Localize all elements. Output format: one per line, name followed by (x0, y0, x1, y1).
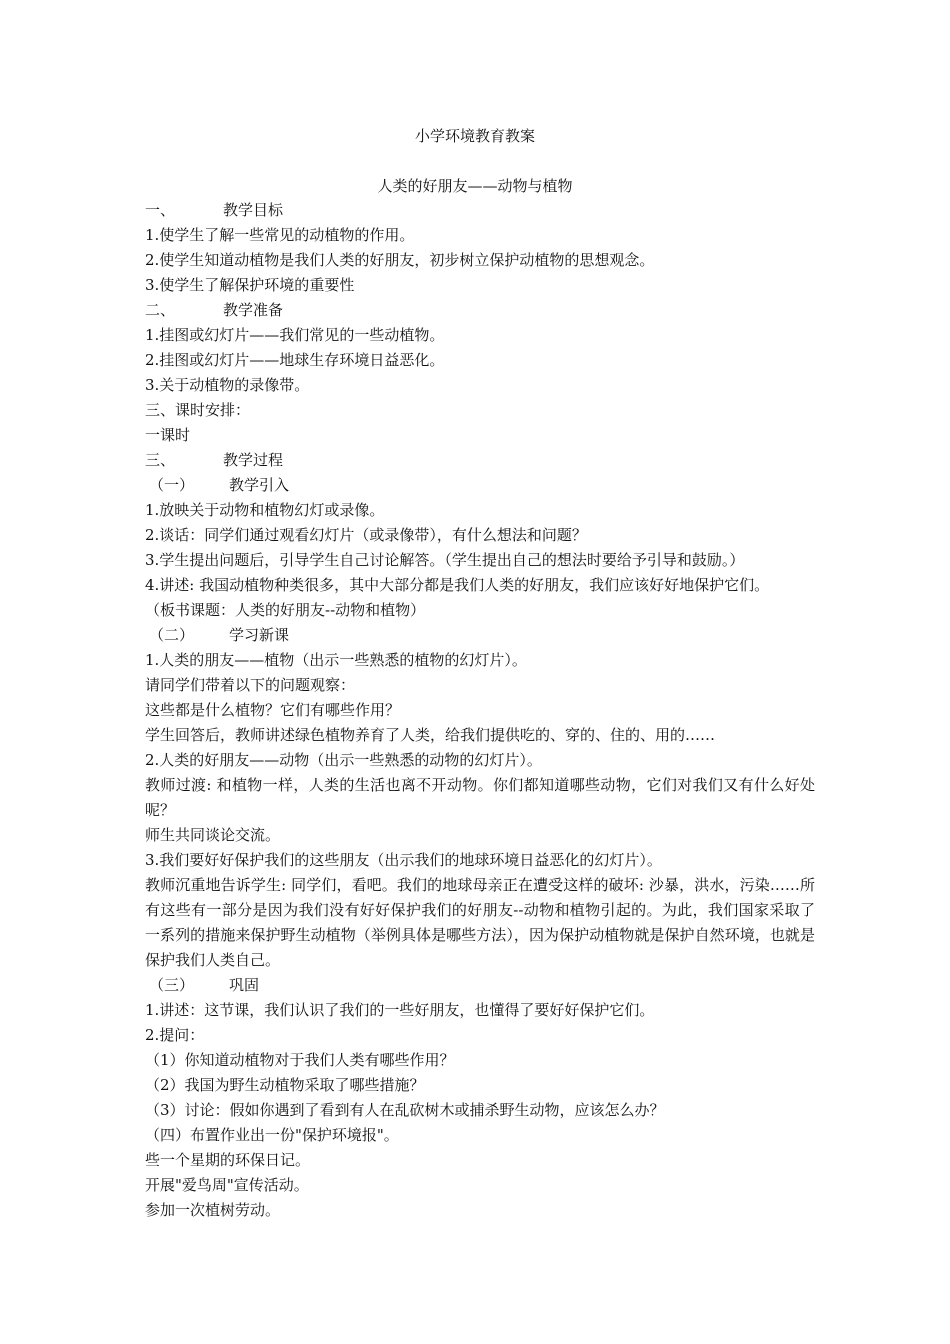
subsection-heading-intro (145, 473, 815, 498)
paragraph: 2.谈话：同学们通过观看幻灯片（或录像带），有什么想法和问题？ (145, 526, 587, 544)
section-heading-goals (145, 198, 815, 223)
paragraph: 3.学生提出问题后，引导学生自己讨论解答。（学生提出自己的想法时要给予引导和鼓励。） (145, 551, 745, 569)
paragraph: （2）我国为野生动植物采取了哪些措施？ (145, 1076, 425, 1094)
paragraph: 教师沉重地告诉学生: 同学们，看吧。我们的地球母亲正在遭受这样的破坏: 沙暴，洪水，污染……所有这些有一部分是因为我们没有好好保护我们的好朋友--动物和植物引起的。为此，我们国家采取了一系列的措施来保护野生动植物（举例具体是哪些方法），因为保护动植物就是保护自然环境，也就是保护我们人类自己。 (145, 876, 815, 969)
paragraph: （1）你知道动植物对于我们人类有哪些作用？ (145, 1051, 455, 1069)
document-body (145, 198, 815, 1223)
paragraph: 1.人类的朋友——植物（出示一些熟悉的植物的幻灯片）。 (145, 651, 527, 669)
paragraph: 1.使学生了解一些常见的动植物的作用。 (145, 226, 415, 244)
section-number: 三、 (145, 451, 176, 469)
subsection-title: 巩固 (229, 976, 260, 994)
paragraph: 参加一次植树劳动。 (145, 1201, 281, 1219)
section-heading-schedule: 三、课时安排： (145, 401, 251, 419)
paragraph: 1.放映关于动物和植物幻灯或录像。 (145, 501, 385, 519)
paragraph: 师生共同谈论交流。 (145, 826, 281, 844)
section-title: 教学准备 (223, 301, 284, 319)
paragraph: （板书课题：人类的好朋友--动物和植物） (145, 601, 426, 619)
section-title: 教学过程 (223, 451, 284, 469)
paragraph: 2.人类的好朋友——动物（出示一些熟悉的动物的幻灯片）。 (145, 751, 542, 769)
paragraph: 1.挂图或幻灯片——我们常见的一些动植物。 (145, 326, 445, 344)
subsection-number: （一） (149, 476, 195, 494)
subsection-heading-new-lesson (145, 623, 815, 648)
document-title: 小学环境教育教案 (414, 127, 535, 145)
paragraph: 开展"爱鸟周"宣传活动。 (145, 1176, 309, 1194)
paragraph: 2.使学生知道动植物是我们人类的好朋友，初步树立保护动植物的思想观念。 (145, 251, 655, 269)
paragraph: 些一个星期的环保日记。 (145, 1151, 311, 1169)
paragraph: 3.关于动植物的录像带。 (145, 376, 310, 394)
paragraph: 一课时 (145, 426, 191, 444)
paragraph: 4.讲述: 我国动植物种类很多，其中大部分都是我们人类的好朋友，我们应该好好地保护它们。 (145, 576, 770, 594)
section-heading-prep (145, 298, 815, 323)
document-subtitle: 人类的好朋友——动物与植物 (377, 177, 573, 195)
section-heading-process (145, 448, 815, 473)
subsection-title: 教学引入 (229, 476, 290, 494)
paragraph: 学生回答后，教师讲述绿色植物养育了人类，给我们提供吃的、穿的、住的、用的…… (145, 726, 716, 744)
paragraph: 2.提问： (145, 1026, 205, 1044)
paragraph: 3.我们要好好保护我们的这些朋友（出示我们的地球环境日益恶化的幻灯片）。 (145, 851, 662, 869)
paragraph: （四）布置作业出一份"保护环境报"。 (145, 1126, 399, 1144)
paragraph: 2.挂图或幻灯片——地球生存环境日益恶化。 (145, 351, 445, 369)
paragraph: 请同学们带着以下的问题观察： (145, 676, 356, 694)
paragraph: 这些都是什么植物？它们有哪些作用？ (145, 701, 401, 719)
section-title: 教学目标 (223, 201, 284, 219)
subsection-number: （二） (149, 626, 195, 644)
paragraph: 3.使学生了解保护环境的重要性 (145, 276, 355, 294)
paragraph: 教师过渡: 和植物一样，人类的生活也离不开动物。你们都知道哪些动物，它们对我们又有什么好处呢？ (145, 776, 815, 819)
subsection-title: 学习新课 (229, 626, 290, 644)
paragraph: 1.讲述：这节课，我们认识了我们的一些好朋友，也懂得了要好好保护它们。 (145, 1001, 655, 1019)
paragraph: （3）讨论：假如你遇到了看到有人在乱砍树木或捕杀野生动物，应该怎么办？ (145, 1101, 665, 1119)
section-number: 一、 (145, 201, 176, 219)
section-number: 二、 (145, 301, 176, 319)
subsection-heading-review (145, 973, 815, 998)
subsection-number: （三） (149, 976, 195, 994)
